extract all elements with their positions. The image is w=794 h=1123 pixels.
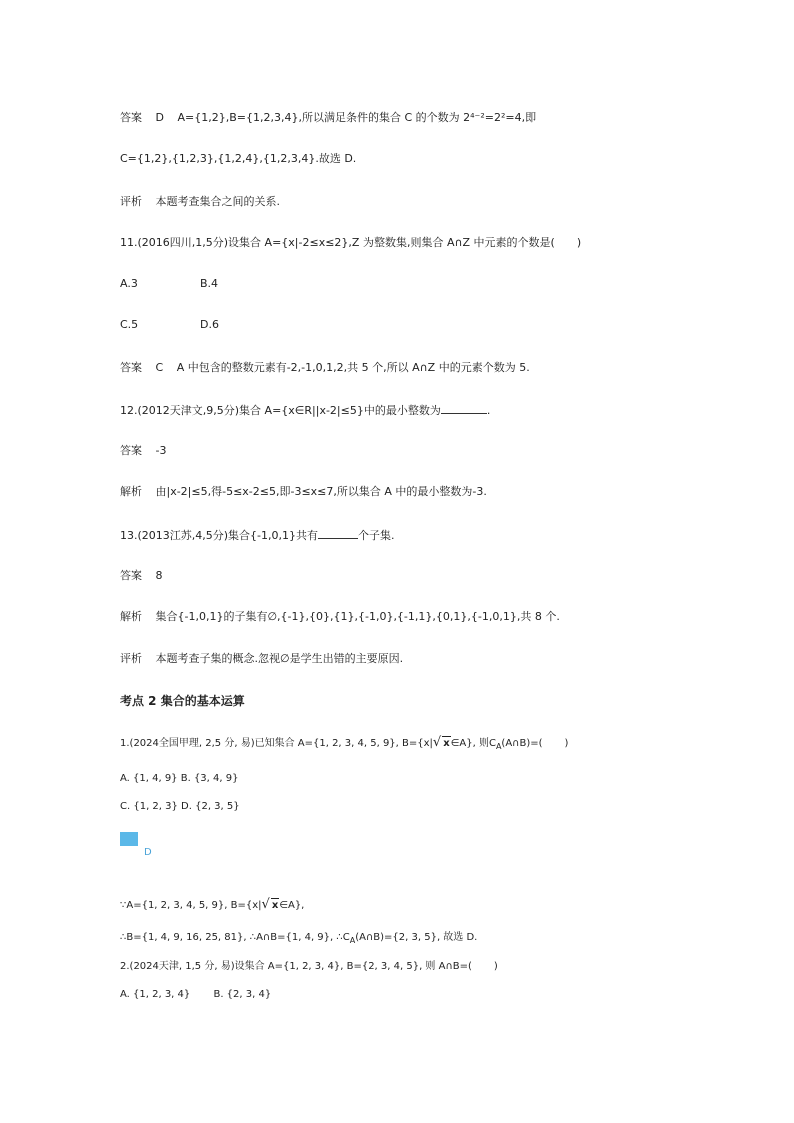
question-11-options-ab (120, 277, 219, 291)
solution-label: 解析 (120, 610, 142, 623)
answer-marker-icon (120, 832, 138, 846)
answer-marker-letter: D (144, 847, 152, 858)
sqrt-radicand: x (271, 900, 279, 911)
option-d: D.6 (200, 318, 219, 331)
answer-text: -3 (155, 444, 167, 457)
question-12-text: 12.(2012天津文,9,5分)集合 A={x∈R||x-2|≤5}中的最小整数为 (120, 404, 441, 417)
answer-text: A 中包含的整数元素有-2,-1,0,1,2,共 5 个,所以 A∩Z 中的元素个数为 5. (176, 361, 530, 374)
question-13-text: 13.(2013江苏,4,5分)集合{-1,0,1}共有 (120, 529, 319, 542)
question-13-end: 个子集. (358, 529, 395, 542)
problem-1-solution-1: ∵A={1, 2, 3, 4, 5, 9}, B={x|√ x∈A}, (120, 897, 305, 912)
sqrt-radicand: x (443, 738, 450, 749)
answer-11 (120, 361, 530, 375)
problem-1-mid: ∈A}, 则C (450, 738, 496, 749)
solution-text: 由|x-2|≤5,得-5≤x-2≤5,即-3≤x≤7,所以集合 A 中的最小整数为-3. (155, 485, 487, 498)
problem-2-text: 2.(2024天津, 1,5 分, 易)设集合 A={1, 2, 3, 4}, B={2, 3, 4, 5}, 则 A∩B=( (120, 961, 472, 972)
option-a: A.3 (120, 277, 138, 290)
option-b: B.4 (200, 277, 219, 290)
problem-2 (120, 960, 498, 974)
question-11 (120, 236, 581, 250)
section-title: 考点 2 集合的基本运算 (120, 694, 245, 708)
problem-2-options (120, 988, 271, 1002)
problem-1-options-ab: A. {1, 4, 9} B. {3, 4, 9} (120, 773, 239, 784)
solution-12 (120, 485, 487, 499)
question-12-end: . (486, 404, 491, 417)
problem-1: 1.(2024全国甲理, 2,5 分, 易)已知集合 A={1, 2, 3, 4, 5, 9}, B={x|√ x∈A}, 则$C_A(A\cap B)=$( ) (120, 735, 569, 751)
problem-1-options-cd: C. {1, 2, 3} D. {2, 3, 5} (120, 801, 240, 812)
answer-continuation (120, 152, 356, 166)
solution-13 (120, 610, 560, 624)
comment-label: 评析 (120, 195, 142, 208)
option-a: A. {1, 2, 3, 4} (120, 989, 191, 1000)
question-11-options-cd (120, 318, 219, 332)
answer-13 (120, 569, 163, 583)
comment-label: 评析 (120, 652, 142, 665)
comment-text: 本题考查子集的概念.忽视∅是学生出错的主要原因. (155, 652, 404, 665)
problem-1-text: 1.(2024全国甲理, 2,5 分, 易)已知集合 A={1, 2, 3, 4, 5, 9}, B={x| (120, 738, 433, 749)
comment-line (120, 195, 280, 209)
complement-subscript: A (495, 742, 502, 751)
problem-1-end: (A∩B)=( (501, 738, 543, 749)
question-11-text: 11.(2016四川,1,5分)设集合 A={x|-2≤x≤2},Z 为整数集,则集合 A∩Z 中元素的个数是( (120, 236, 555, 249)
option-c: C.5 (120, 318, 139, 331)
solution-1-pre: ∵A={1, 2, 3, 4, 5, 9}, B={x| (120, 900, 262, 911)
answer-label: 答案 (120, 361, 142, 374)
solution-label: 解析 (120, 485, 142, 498)
answer-label: 答案 (120, 444, 142, 457)
solution-1-post: ∈A}, (279, 900, 305, 911)
answer-line-prev (120, 111, 536, 125)
answer-label: 答案 (120, 111, 142, 124)
answer-label: 答案 (120, 569, 142, 582)
solution-2-post: (A∩B)={2, 3, 5}, 故选 D. (355, 932, 478, 943)
problem-2-close: ) (493, 961, 498, 972)
option-b: B. {2, 3, 4} (213, 989, 272, 1000)
answer-12 (120, 444, 166, 458)
answer-continuation-text: C={1,2},{1,2,3},{1,2,4},{1,2,3,4}.故选 D. (120, 152, 357, 165)
answer-letter: D (155, 111, 164, 124)
complement-subscript: A (349, 936, 356, 945)
answer-text: A={1,2},B={1,2,3,4},所以满足条件的集合 C 的个数为 2⁴⁻²=2²=4,即 (177, 111, 537, 124)
answer-text: 8 (155, 569, 163, 582)
solution-text: 集合{-1,0,1}的子集有∅,{-1},{0},{1},{-1,0},{-1,1},{0,1},{-1,0,1},共 8 个. (155, 610, 560, 623)
question-13 (120, 527, 395, 543)
question-12 (120, 402, 490, 418)
fill-blank (318, 527, 358, 539)
comment-text: 本题考查集合之间的关系. (155, 195, 280, 208)
fill-blank (441, 402, 487, 414)
problem-1-close: ) (564, 738, 569, 749)
answer-letter: C (155, 361, 164, 374)
problem-1-solution-2 (120, 931, 477, 948)
comment-13 (120, 652, 403, 666)
solution-2-pre: ∴B={1, 4, 9, 16, 25, 81}, ∴A∩B={1, 4, 9}, ∴C (120, 932, 350, 943)
question-11-close: ) (576, 236, 582, 249)
